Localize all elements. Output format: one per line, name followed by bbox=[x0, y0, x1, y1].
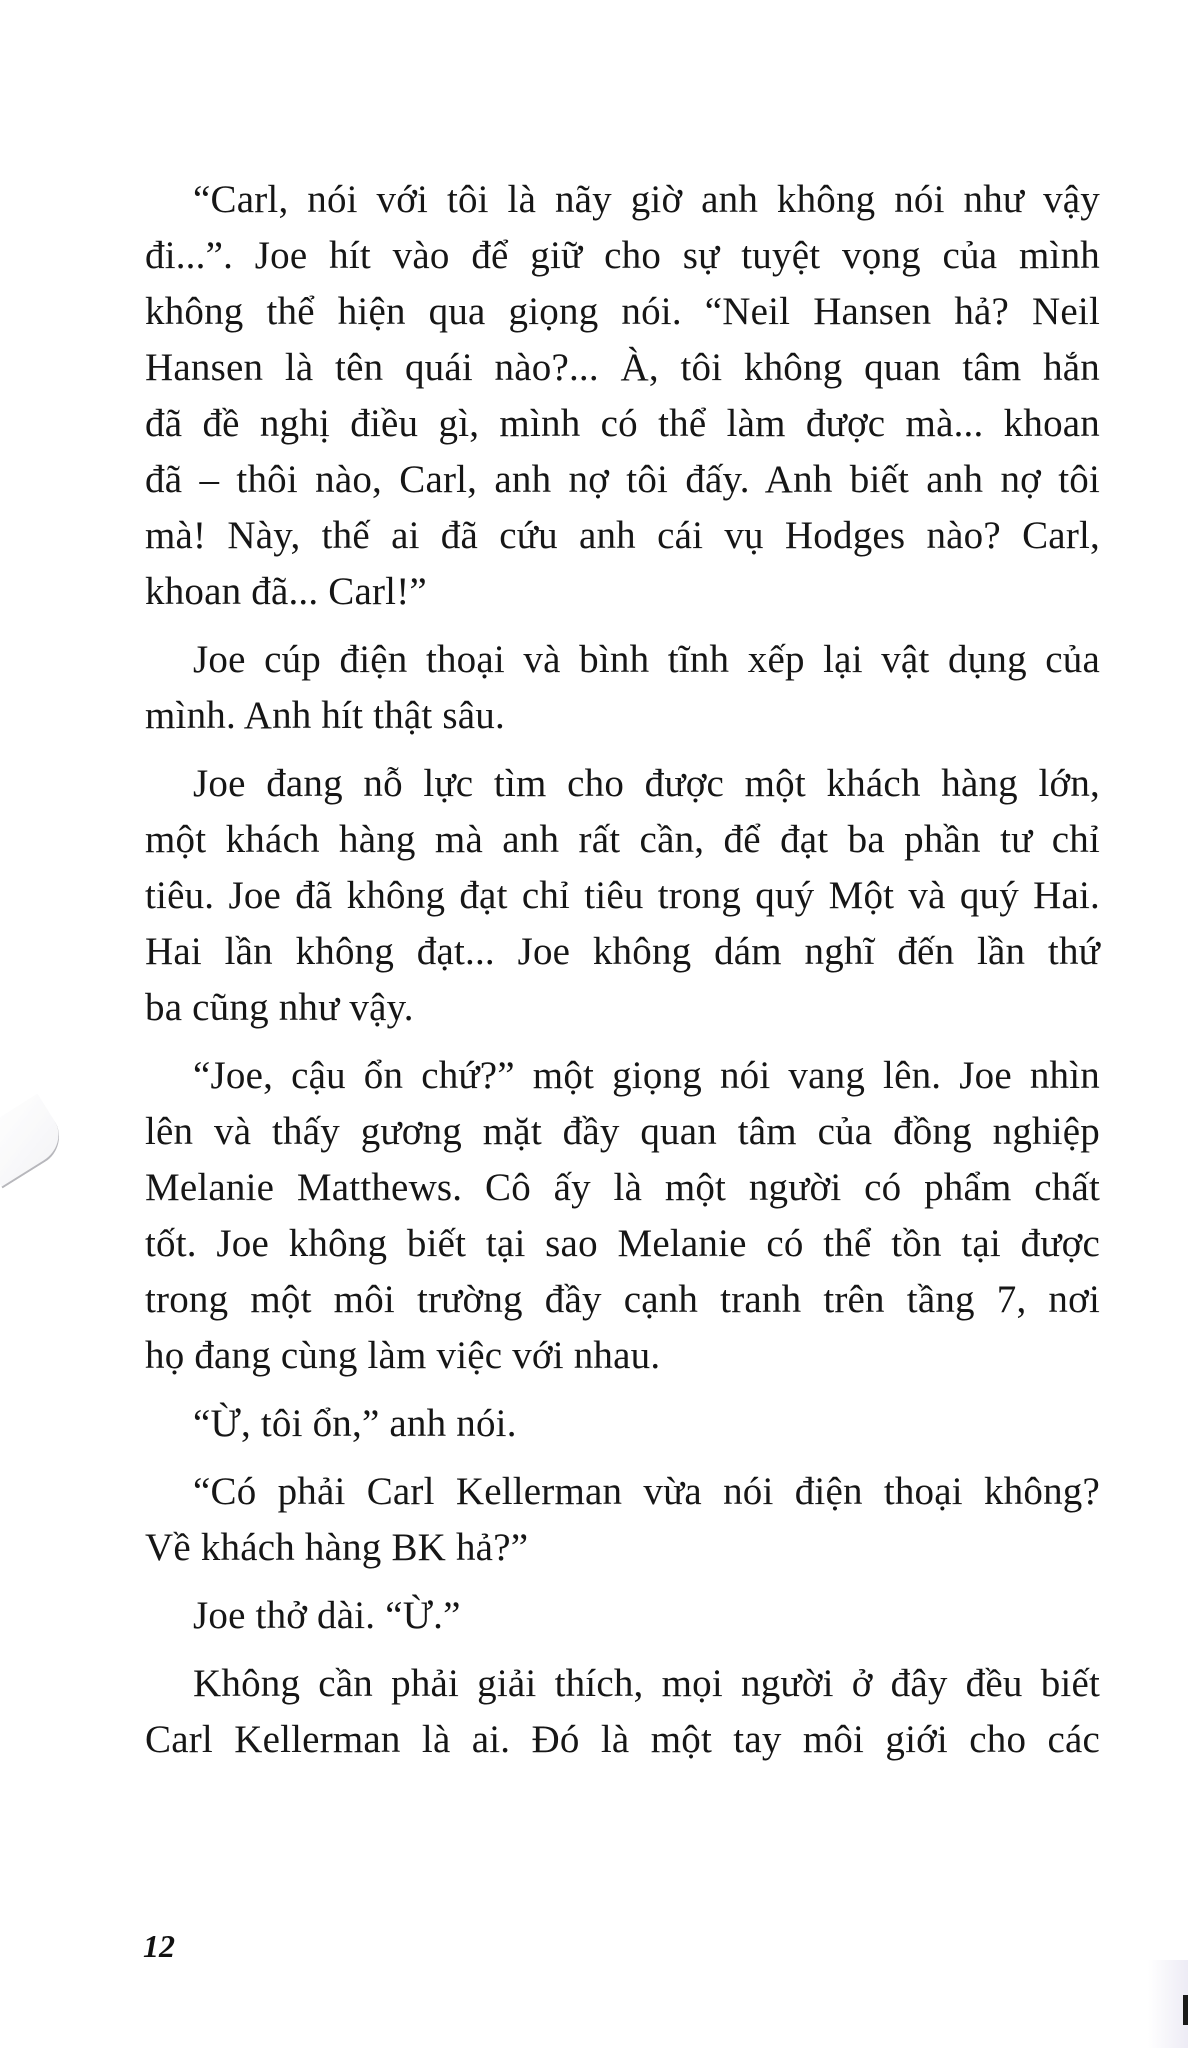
text-line: đi...”. Joe hít vào để giữ cho sự tuyệt vọng của mình bbox=[145, 234, 1100, 277]
text-line: “Joe, cậu ổn chứ?” một giọng nói vang lên. Joe nhìn bbox=[193, 1054, 1100, 1097]
paragraph-hang-up bbox=[145, 632, 1100, 744]
paragraph-reply bbox=[145, 1396, 1100, 1452]
paragraph-quota bbox=[145, 756, 1100, 1036]
text-line: “Carl, nói với tôi là nãy giờ anh không nói như vậy bbox=[193, 178, 1100, 221]
paragraph-melanie bbox=[145, 1048, 1100, 1384]
text-line: mà! Này, thế ai đã cứu anh cái vụ Hodges nào? Carl, bbox=[145, 514, 1100, 557]
text-line: tốt. Joe không biết tại sao Melanie có thể tồn tại được bbox=[145, 1222, 1100, 1265]
text-line: lên và thấy gương mặt đầy quan tâm của đồng nghiệp bbox=[145, 1110, 1100, 1153]
text-line: Joe đang nỗ lực tìm cho được một khách hàng lớn, bbox=[193, 762, 1100, 805]
text-line: ba cũng như vậy. bbox=[145, 986, 414, 1029]
text-line: Về khách hàng BK hả?” bbox=[145, 1526, 529, 1569]
text-line: khoan đã... Carl!” bbox=[145, 570, 427, 613]
paragraph-question bbox=[145, 1464, 1100, 1576]
page-number: 12 bbox=[143, 1928, 175, 1964]
text-line: Hai lần không đạt... Joe không dám nghĩ đến lần thứ bbox=[145, 930, 1100, 973]
paragraph-phone-call bbox=[145, 172, 1100, 620]
text-line: đã – thôi nào, Carl, anh nợ tôi đấy. Anh biết anh nợ tôi bbox=[145, 458, 1100, 501]
paper-fold-mark bbox=[0, 1094, 70, 1189]
text-line: không thể hiện qua giọng nói. “Neil Hansen hả? Neil bbox=[145, 290, 1100, 333]
paragraph-explanation bbox=[145, 1656, 1100, 1768]
text-line: Hansen là tên quái nào?... À, tôi không quan tâm hắn bbox=[145, 346, 1100, 389]
page-edge-shadow bbox=[1148, 1960, 1188, 2048]
page-edge-mark bbox=[1183, 1995, 1188, 2025]
text-line: mình. Anh hít thật sâu. bbox=[145, 694, 505, 737]
text-line: “Ừ, tôi ổn,” anh nói. bbox=[193, 1402, 517, 1445]
paragraph-sigh bbox=[145, 1588, 1100, 1644]
text-line: Melanie Matthews. Cô ấy là một người có phẩm chất bbox=[145, 1166, 1100, 1209]
text-line: “Có phải Carl Kellerman vừa nói điện thoại không? bbox=[193, 1470, 1100, 1513]
text-line: trong một môi trường đầy cạnh tranh trên tầng 7, nơi bbox=[145, 1278, 1100, 1321]
text-line: đã đề nghị điều gì, mình có thể làm được mà... khoan bbox=[145, 402, 1100, 445]
text-line: Joe thở dài. “Ừ.” bbox=[193, 1594, 461, 1637]
text-line: tiêu. Joe đã không đạt chỉ tiêu trong quý Một và quý Hai. bbox=[145, 874, 1100, 917]
text-line: Joe cúp điện thoại và bình tĩnh xếp lại vật dụng của bbox=[193, 638, 1100, 681]
text-line: Carl Kellerman là ai. Đó là một tay môi giới cho các bbox=[145, 1718, 1100, 1761]
body-text bbox=[145, 172, 1100, 1780]
text-line: họ đang cùng làm việc với nhau. bbox=[145, 1334, 661, 1377]
text-line: một khách hàng mà anh rất cần, để đạt ba phần tư chỉ bbox=[145, 818, 1100, 861]
text-line: Không cần phải giải thích, mọi người ở đây đều biết bbox=[193, 1662, 1100, 1705]
